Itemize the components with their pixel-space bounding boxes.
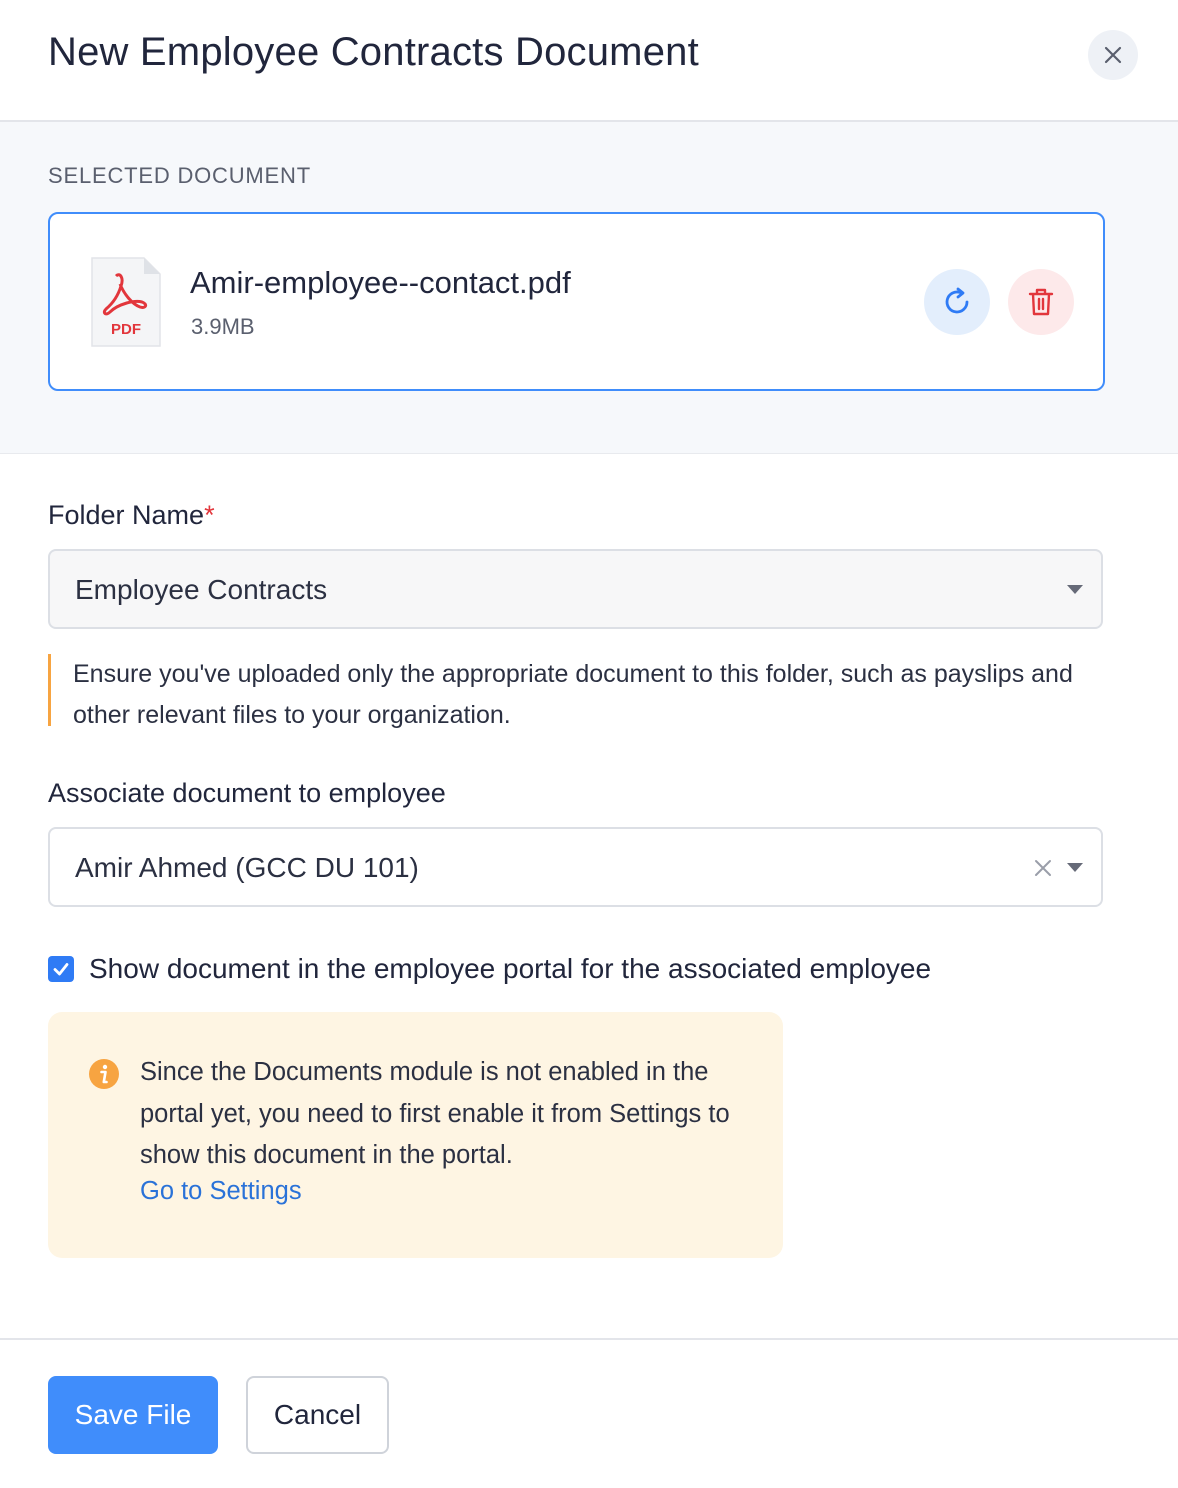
refresh-icon [941, 286, 973, 318]
folder-name-label-text: Folder Name [48, 500, 205, 530]
folder-select[interactable] [48, 549, 1103, 629]
pdf-type-label: PDF [111, 321, 141, 338]
clear-selection-icon[interactable] [1031, 856, 1055, 880]
folder-warning-note: Ensure you've uploaded only the appropriate document to this folder, such as payslips and other relevant files to your organization. [48, 654, 1078, 726]
required-asterisk: * [204, 500, 215, 530]
employee-select-value: Amir Ahmed (GCC DU 101) [75, 852, 419, 883]
cancel-button[interactable]: Cancel [246, 1376, 389, 1454]
folder-select-value: Employee Contracts [75, 574, 328, 605]
document-card [48, 212, 1105, 391]
portal-visibility-label: Show document in the employee portal for the associated employee [89, 953, 932, 984]
pdf-file-icon [90, 256, 162, 348]
go-to-settings-link[interactable]: Go to Settings [140, 1177, 302, 1205]
trash-icon [1027, 287, 1055, 317]
employee-select[interactable] [48, 827, 1103, 907]
file-size: 3.9MB [191, 314, 255, 339]
selected-document-section [0, 122, 1178, 454]
section-label: SELECTED DOCUMENT [48, 163, 311, 188]
portal-visibility-checkbox[interactable] [48, 956, 74, 982]
replace-file-button[interactable] [924, 269, 990, 335]
modal-header [0, 0, 1178, 122]
portal-visibility-checkbox-row[interactable] [48, 953, 931, 985]
footer-divider [0, 1338, 1178, 1340]
modal-title: New Employee Contracts Document [48, 30, 699, 74]
close-button[interactable] [1088, 30, 1138, 80]
checkmark-icon [52, 960, 70, 978]
associate-employee-label: Associate document to employee [48, 778, 446, 808]
chevron-down-icon [1067, 585, 1083, 594]
save-file-button[interactable]: Save File [48, 1376, 218, 1454]
info-callout [48, 1012, 783, 1258]
info-icon [88, 1058, 120, 1090]
close-icon [1103, 45, 1123, 65]
delete-file-button[interactable] [1008, 269, 1074, 335]
chevron-down-icon [1067, 863, 1083, 872]
folder-name-label [48, 500, 215, 531]
info-text: Since the Documents module is not enabled in the portal yet, you need to first enable it from Settings to show this document in the portal. [140, 1058, 730, 1169]
file-name: Amir-employee--contact.pdf [190, 265, 571, 300]
